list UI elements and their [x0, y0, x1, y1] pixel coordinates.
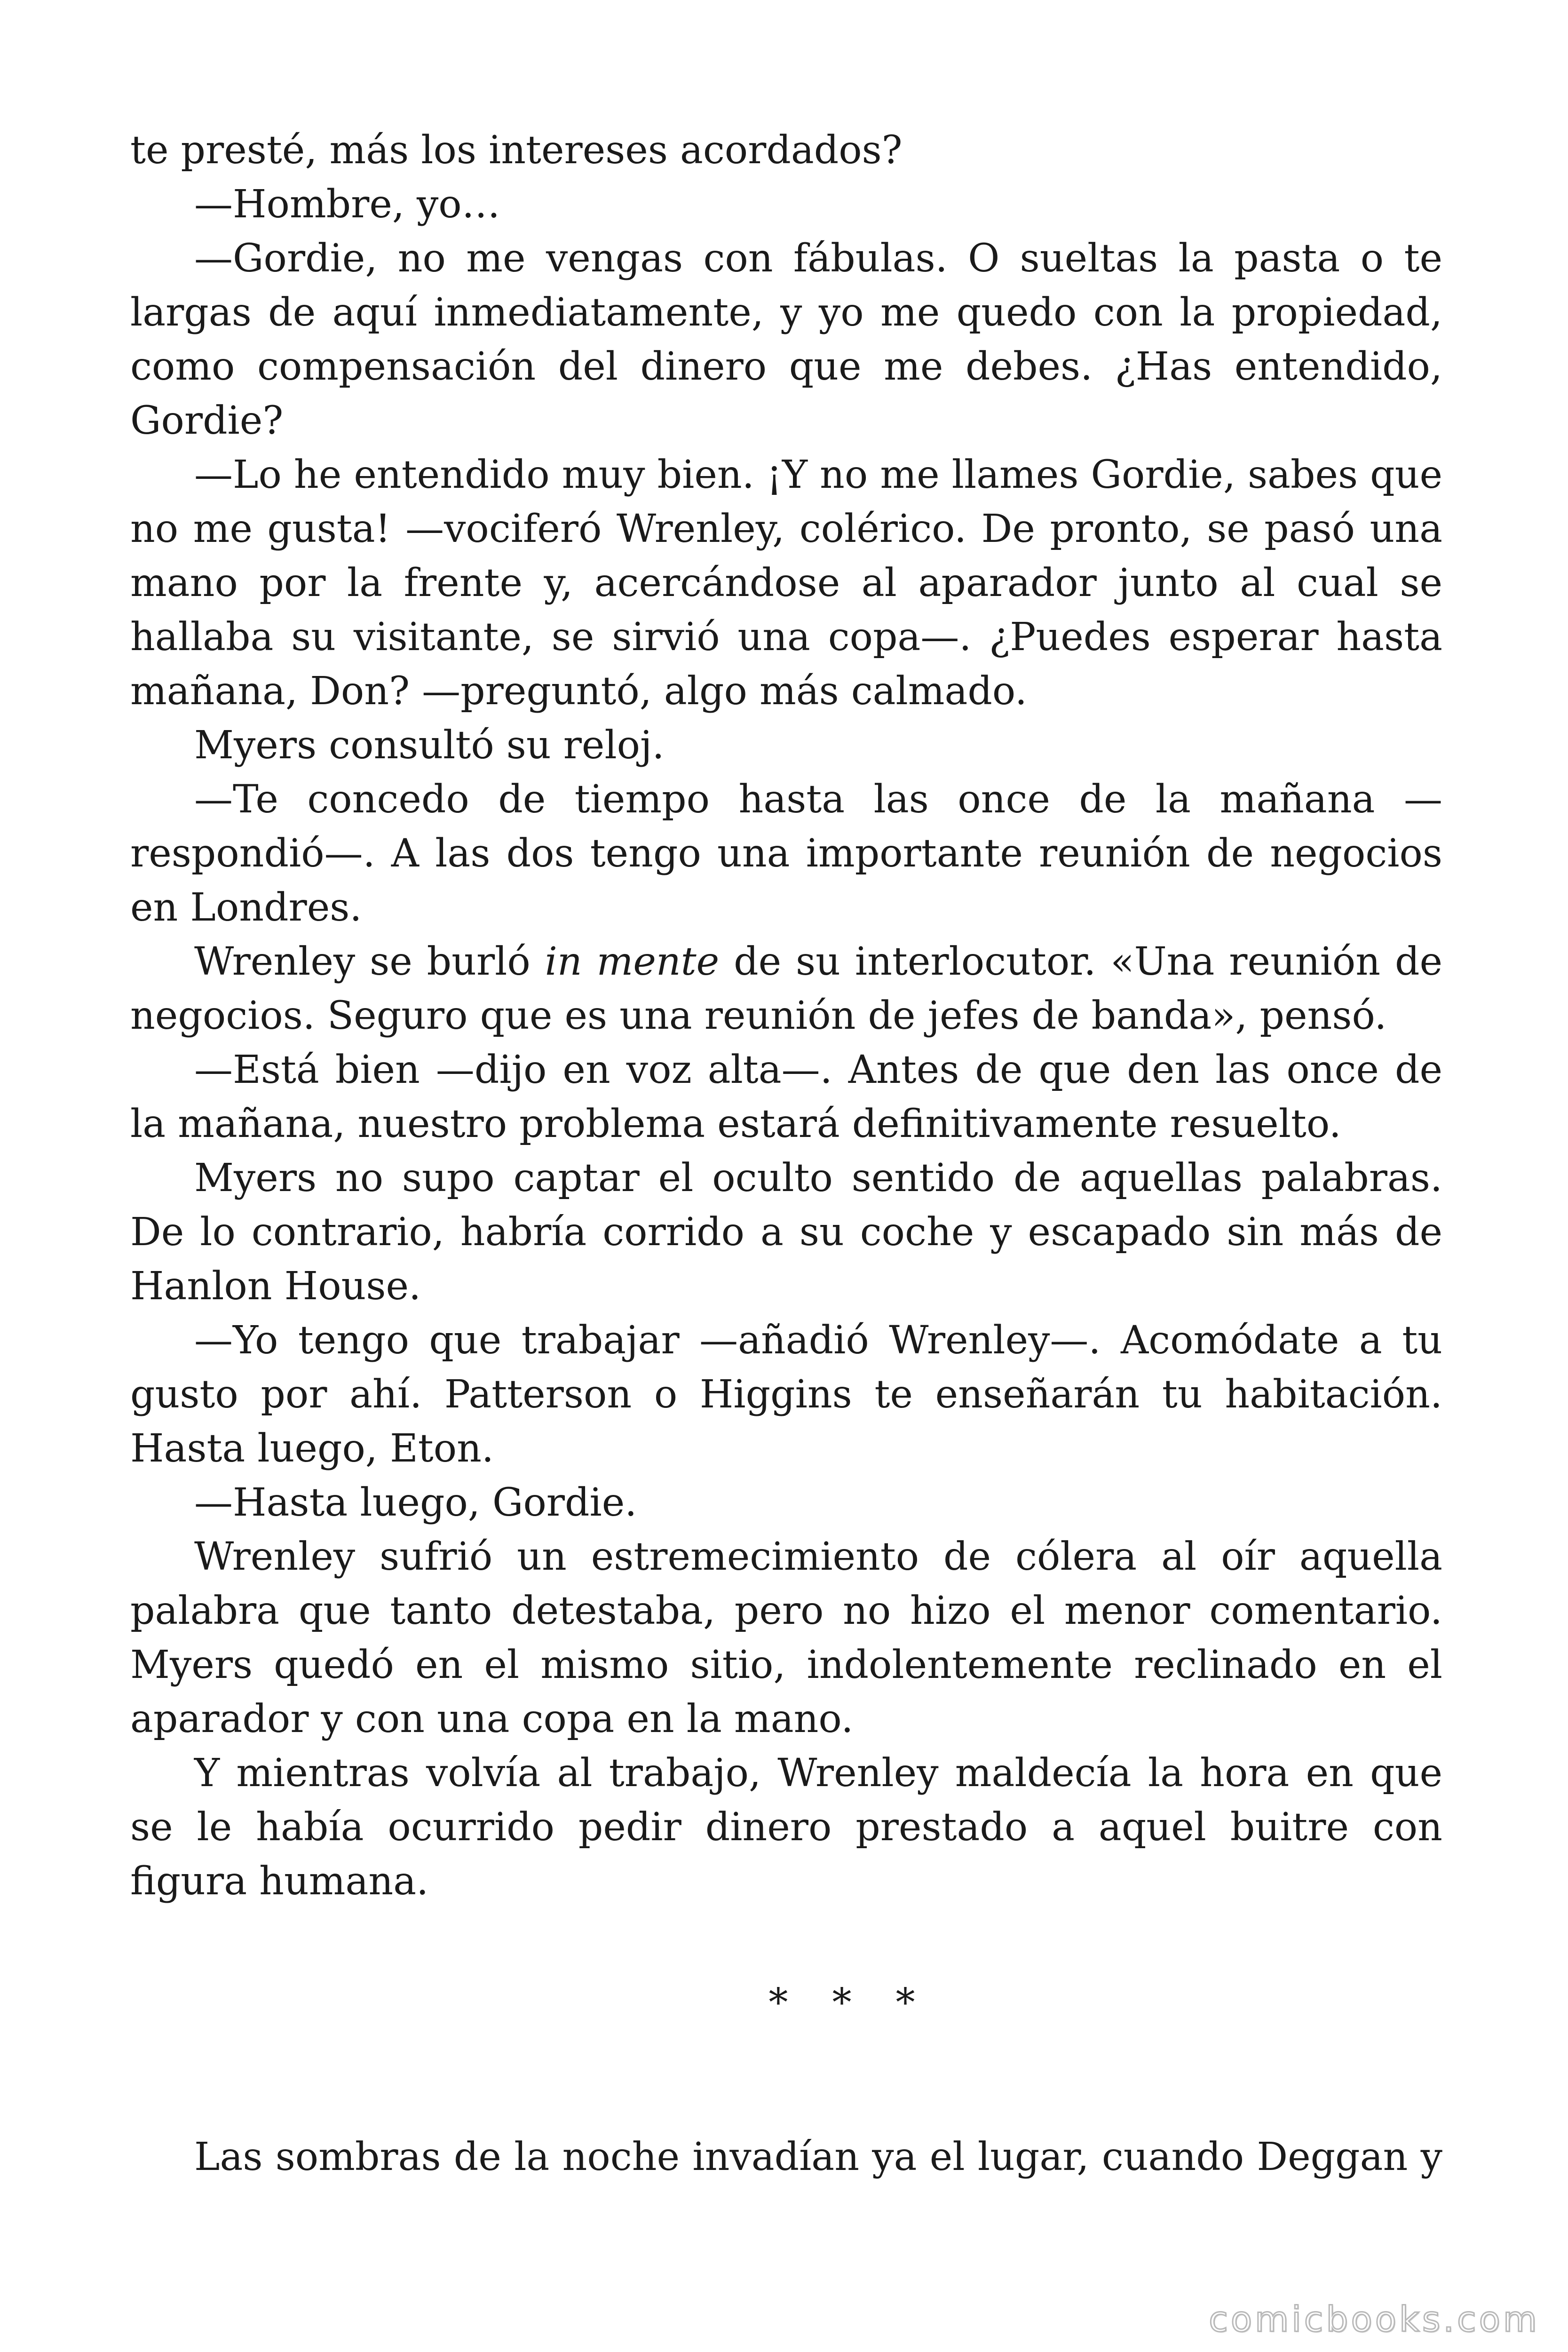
paragraph: —Está bien —dijo en voz alta—. Antes de que den las once de la mañana, nuestro problema estará definitivamente resuelto. — [130, 1048, 1442, 1146]
paragraph-text: Wrenley se burló — [194, 939, 545, 984]
scene-break: * * * — [768, 1980, 931, 2025]
paragraph: te presté, más los intereses acordados? — [130, 128, 903, 173]
paragraph: Wrenley sufrió un estremecimiento de cólera al oír aquella palabra que tanto detestaba, pero no hizo el menor comentario. Myers quedó en el mismo sitio, indolentemente reclinado en el aparador y con una copa en la mano. — [130, 1534, 1442, 1741]
watermark-logo: comicbooks.com — [1209, 2299, 1540, 2340]
italic-phrase: in mente — [545, 939, 720, 984]
paragraph — [130, 935, 1442, 1043]
paragraph: Myers no supo captar el oculto sentido de aquellas palabras. De lo contrario, habría corrido a su coche y escapado sin más de Hanlon House. — [130, 1156, 1442, 1309]
paragraph-text: de su interlocutor. «Una reunión de negocios. Seguro que es una reunión de jefes de banda», pensó. — [130, 939, 1442, 1038]
paragraph: —Hasta luego, Gordie. — [194, 1480, 637, 1525]
paragraph: —Gordie, no me vengas con fábulas. O sueltas la pasta o te largas de aquí inmediatamente, y yo me quedo con la propiedad, como compensación del dinero que me debes. ¿Has entendido, Gordie? — [130, 236, 1442, 443]
paragraph: Las sombras de la noche invadían ya el lugar, cuando Deggan y — [194, 2135, 1442, 2179]
paragraph: Y mientras volvía al trabajo, Wrenley maldecía la hora en que se le había ocurrido pedir dinero prestado a aquel buitre con figura humana. — [130, 1751, 1442, 1904]
paragraph: Myers consultó su reloj. — [194, 723, 665, 768]
paragraph: —Hombre, yo… — [194, 182, 500, 227]
paragraph: —Lo he entendido muy bien. ¡Y no me llames Gordie, sabes que no me gusta! —vociferó Wrenley, colérico. De pronto, se pasó una mano por la frente y, acercándose al aparador junto al cual se hallaba su visitante, se sirvió una copa—. ¿Puedes esperar hasta mañana, Don? —preguntó, algo más calmado. — [130, 453, 1442, 714]
paragraph: —Yo tengo que trabajar —añadió Wrenley—. Acomódate a tu gusto por ahí. Patterson o Higgins te enseñarán tu habitación. Hasta luego, Eton. — [130, 1318, 1442, 1471]
paragraph: —Te concedo de tiempo hasta las once de la mañana —respondió—. A las dos tengo una importante reunión de negocios en Londres. — [130, 777, 1442, 930]
next-scene-text — [130, 2130, 1442, 2184]
body-text — [130, 123, 1442, 1908]
